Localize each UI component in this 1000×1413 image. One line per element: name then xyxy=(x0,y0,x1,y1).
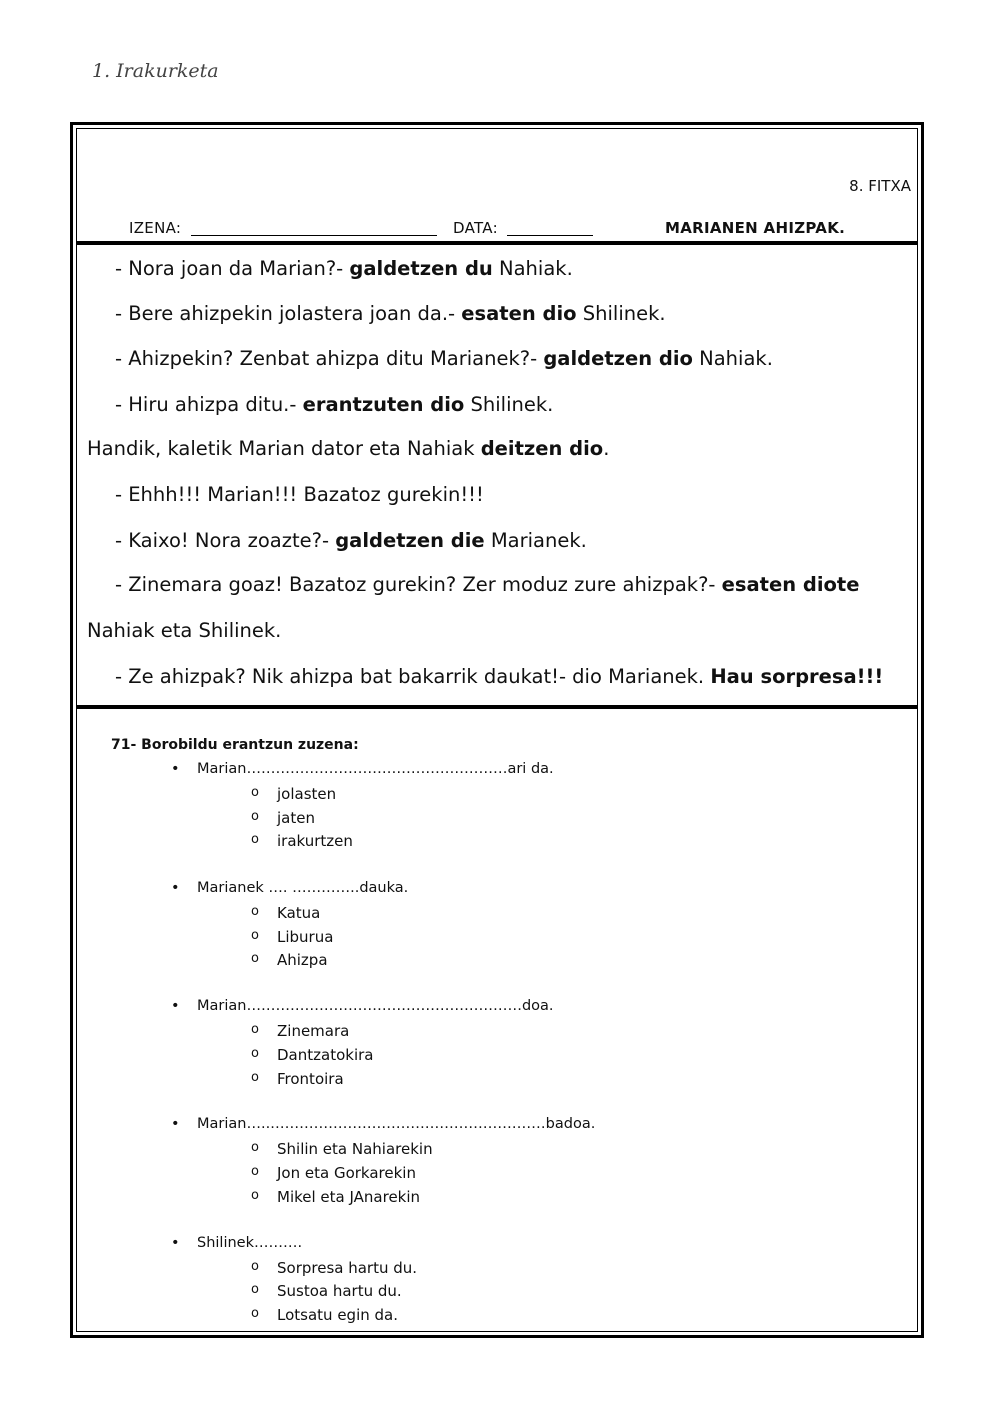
reading-text-box xyxy=(77,241,917,709)
question-prompt: • Shilinek………. xyxy=(171,1235,303,1251)
text-segment: - Hiru ahizpa ditu.- xyxy=(115,393,303,416)
answer-option[interactable]: o Lotsatu egin da. xyxy=(251,1306,398,1324)
option-circle-icon: o xyxy=(251,1140,259,1155)
answer-option[interactable]: o Liburua xyxy=(251,928,334,946)
bullet: • xyxy=(171,998,180,1014)
text-segment: - Kaixo! Nora zoazte?- xyxy=(115,529,336,552)
answer-option[interactable]: o Katua xyxy=(251,904,321,922)
reading-line xyxy=(87,619,281,642)
reading-line xyxy=(115,529,587,552)
bullet: • xyxy=(171,1116,180,1132)
option-circle-icon: o xyxy=(251,1306,259,1321)
answer-option[interactable]: o jaten xyxy=(251,809,315,827)
question-prompt: • Marian…………………………………………………doa. xyxy=(171,998,554,1014)
option-circle-icon: o xyxy=(251,809,259,824)
option-circle-icon: o xyxy=(251,1164,259,1179)
option-circle-icon: o xyxy=(251,928,259,943)
reading-line xyxy=(115,302,666,325)
bullet: • xyxy=(171,880,180,896)
option-circle-icon: o xyxy=(251,785,259,800)
bold-verb: Hau sorpresa!!! xyxy=(710,665,884,688)
bold-verb: deitzen dio xyxy=(480,437,604,460)
option-circle-icon: o xyxy=(251,1188,259,1203)
question-prompt: • Marian…..…………………………………………………badoa. xyxy=(171,1116,596,1132)
bold-verb: esaten diote xyxy=(721,573,860,596)
answer-option[interactable]: o Dantzatokira xyxy=(251,1046,374,1064)
text-segment: Nahiak eta Shilinek. xyxy=(87,619,282,642)
name-label: IZENA: xyxy=(129,219,182,237)
answer-option[interactable]: o Zinemara xyxy=(251,1022,350,1040)
text-segment: Nahiak. xyxy=(692,347,773,370)
text-segment: . xyxy=(603,437,610,460)
question-prompt: • Marianek …. …………..dauka. xyxy=(171,880,409,896)
reading-line xyxy=(115,347,773,370)
answer-option[interactable]: o Sorpresa hartu du. xyxy=(251,1259,418,1277)
text-segment: - Bere ahizpekin jolastera joan da.- xyxy=(115,302,462,325)
answer-option[interactable]: o jolasten xyxy=(251,785,337,803)
bold-verb: erantzuten dio xyxy=(302,393,465,416)
exercise-box xyxy=(77,709,917,1331)
worksheet-inner-border xyxy=(76,128,918,1332)
bold-verb: esaten dio xyxy=(461,302,577,325)
worksheet-frame xyxy=(70,122,924,1338)
sheet-number: 8. FITXA xyxy=(849,177,911,195)
option-circle-icon: o xyxy=(251,1259,259,1274)
option-circle-icon: o xyxy=(251,832,259,847)
option-circle-icon: o xyxy=(251,1282,259,1297)
question-prompt: • Marian………………………………………………ari da. xyxy=(171,761,554,777)
bullet: • xyxy=(171,1235,180,1251)
option-circle-icon: o xyxy=(251,1022,259,1037)
option-circle-icon: o xyxy=(251,1046,259,1061)
text-segment: - Ahizpekin? Zenbat ahizpa ditu Marianek?- xyxy=(115,347,544,370)
worksheet-heading: 1. Irakurketa xyxy=(92,60,219,82)
reading-line xyxy=(115,665,883,688)
date-field-line[interactable] xyxy=(507,235,593,236)
text-segment: Marianek. xyxy=(484,529,587,552)
text-segment: - Ze ahizpak? Nik ahizpa bat bakarrik daukat!- dio Marianek. xyxy=(115,665,711,688)
reading-line xyxy=(115,393,553,416)
sheet-title: MARIANEN AHIZPAK. xyxy=(665,219,846,237)
answer-option[interactable]: o Mikel eta JAnarekin xyxy=(251,1188,421,1206)
reading-line xyxy=(115,483,484,506)
answer-option[interactable]: o Frontoira xyxy=(251,1070,344,1088)
answer-option[interactable]: o irakurtzen xyxy=(251,832,353,850)
option-circle-icon: o xyxy=(251,904,259,919)
reading-line xyxy=(115,257,573,280)
exercise-title: 71- Borobildu erantzun zuzena: xyxy=(111,737,359,753)
answer-option[interactable]: o Shilin eta Nahiarekin xyxy=(251,1140,433,1158)
text-segment: - Ehhh!!! Marian!!! Bazatoz gurekin!!! xyxy=(115,483,484,506)
date-label: DATA: xyxy=(453,219,498,237)
text-segment: - Nora joan da Marian?- xyxy=(115,257,350,280)
bullet: • xyxy=(171,761,180,777)
text-segment: Handik, kaletik Marian dator eta Nahiak xyxy=(87,437,481,460)
bold-verb: galdetzen dio xyxy=(543,347,693,370)
answer-option[interactable]: o Jon eta Gorkarekin xyxy=(251,1164,416,1182)
text-segment: Shilinek. xyxy=(464,393,554,416)
text-segment: - Zinemara goaz! Bazatoz gurekin? Zer moduz zure ahizpak?- xyxy=(115,573,722,596)
answer-option[interactable]: o Sustoa hartu du. xyxy=(251,1282,402,1300)
reading-line xyxy=(115,573,859,596)
bold-verb: galdetzen die xyxy=(335,529,485,552)
option-circle-icon: o xyxy=(251,1070,259,1085)
bold-verb: galdetzen du xyxy=(349,257,493,280)
reading-line xyxy=(87,437,609,460)
sheet-header xyxy=(77,129,917,241)
text-segment: Shilinek. xyxy=(576,302,666,325)
answer-option[interactable]: o Ahizpa xyxy=(251,951,328,969)
text-segment: Nahiak. xyxy=(492,257,573,280)
option-circle-icon: o xyxy=(251,951,259,966)
name-field-line[interactable] xyxy=(191,235,437,236)
